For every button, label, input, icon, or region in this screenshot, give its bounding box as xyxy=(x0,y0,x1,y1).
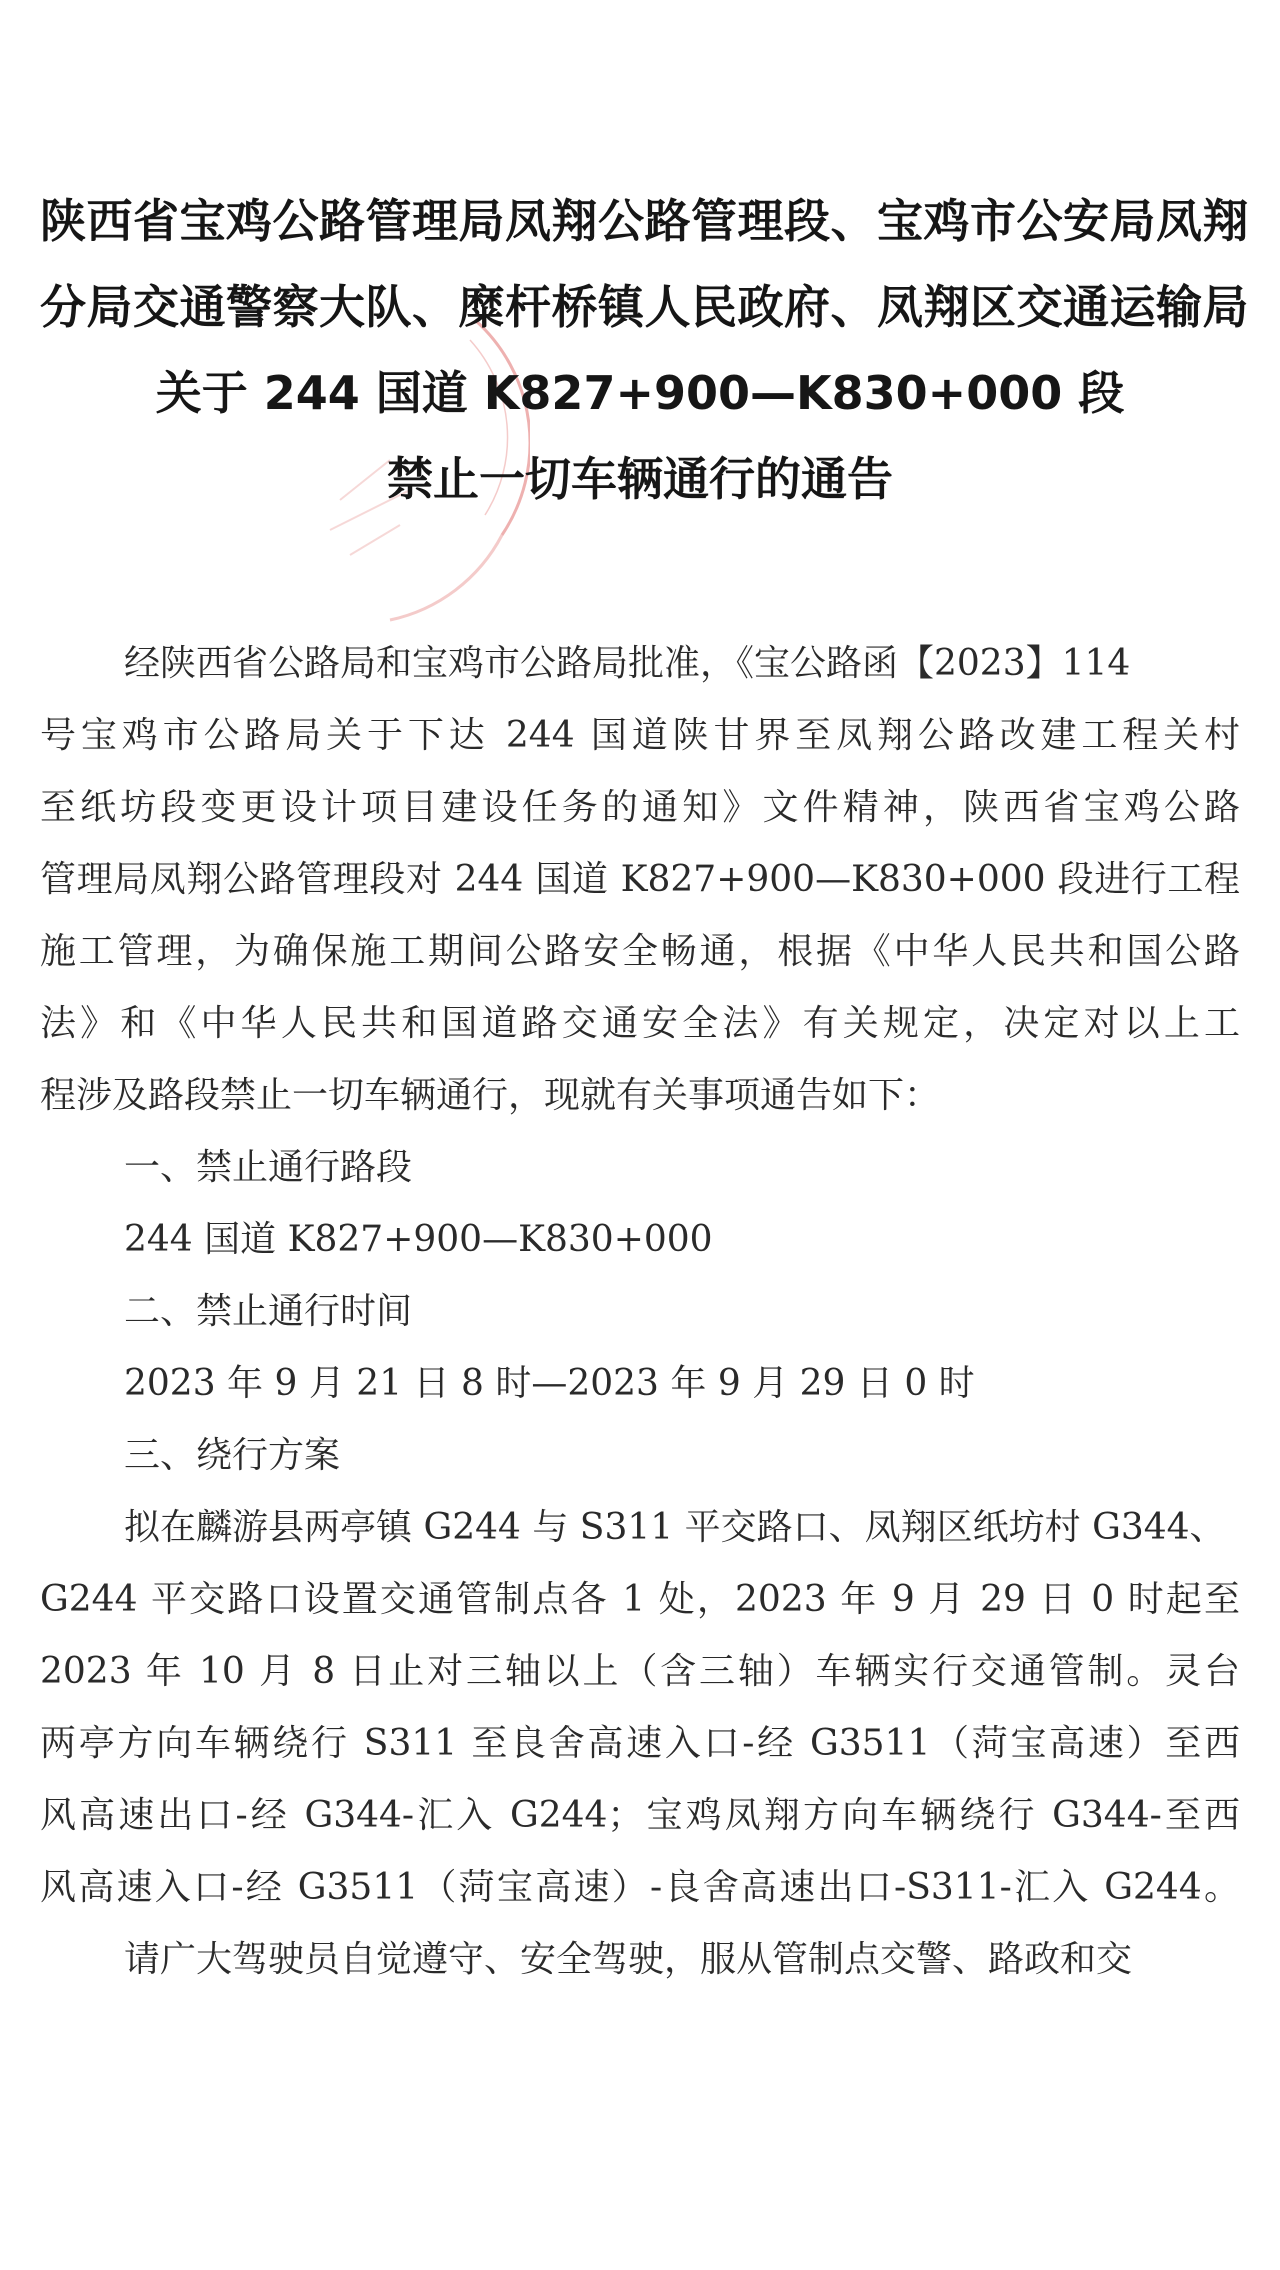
title-line: 禁止一切车辆通行的通告 xyxy=(387,452,893,506)
body-line: 法》和《中华人民共和国道路交通安全法》有关规定，决定对以上工 xyxy=(40,1003,1240,1044)
body-line: 管理局凤翔公路管理段对 244 国道 K827+900—K830+000 段进行工程 xyxy=(40,859,1240,900)
section-heading: 一、禁止通行路段 xyxy=(124,1147,413,1188)
body-line: 2023 年 10 月 8 日止对三轴以上（含三轴）车辆实行交通管制。灵台 xyxy=(40,1651,1240,1692)
body-line: 号宝鸡市公路局关于下达 244 国道陕甘界至凤翔公路改建工程关村 xyxy=(40,715,1240,756)
body-line: 程涉及路段禁止一切车辆通行，现就有关事项通告如下： xyxy=(40,1075,941,1116)
section-heading: 二、禁止通行时间 xyxy=(124,1291,413,1332)
body-line: 至纸坊段变更设计项目建设任务的通知》文件精神，陕西省宝鸡公路 xyxy=(40,787,1240,828)
body-line: 风高速出口-经 G344-汇入 G244；宝鸡凤翔方向车辆绕行 G344-至西 xyxy=(40,1795,1240,1836)
title-line: 关于 244 国道 K827+900—K830+000 段 xyxy=(155,366,1125,420)
section-heading: 三、绕行方案 xyxy=(124,1435,341,1476)
title-line: 陕西省宝鸡公路管理局凤翔公路管理段、宝鸡市公安局凤翔 xyxy=(40,194,1249,248)
notice-body xyxy=(40,628,1240,1996)
body-line: 两亭方向车辆绕行 S311 至良舍高速入口-经 G3511（菏宝高速）至西 xyxy=(40,1723,1240,1764)
title-line: 分局交通警察大队、糜杆桥镇人民政府、凤翔区交通运输局 xyxy=(40,280,1249,334)
notice-title xyxy=(40,178,1249,522)
body-line: 经陕西省公路局和宝鸡市公路局批准，《宝公路函【2023】114 xyxy=(124,643,1131,684)
body-line: 2023 年 9 月 21 日 8 时—2023 年 9 月 29 日 0 时 xyxy=(124,1363,975,1404)
body-line: 请广大驾驶员自觉遵守、安全驾驶，服从管制点交警、路政和交 xyxy=(124,1939,1133,1980)
body-line: 拟在麟游县两亭镇 G244 与 S311 平交路口、凤翔区纸坊村 G344、 xyxy=(124,1507,1226,1548)
body-line: G244 平交路口设置交通管制点各 1 处，2023 年 9 月 29 日 0 时起至 xyxy=(40,1579,1240,1620)
body-line: 244 国道 K827+900—K830+000 xyxy=(124,1219,713,1260)
body-line: 施工管理，为确保施工期间公路安全畅通，根据《中华人民共和国公路 xyxy=(40,931,1240,972)
body-line: 风高速入口-经 G3511（菏宝高速）-良舍高速出口-S311-汇入 G244。 xyxy=(40,1867,1240,1908)
